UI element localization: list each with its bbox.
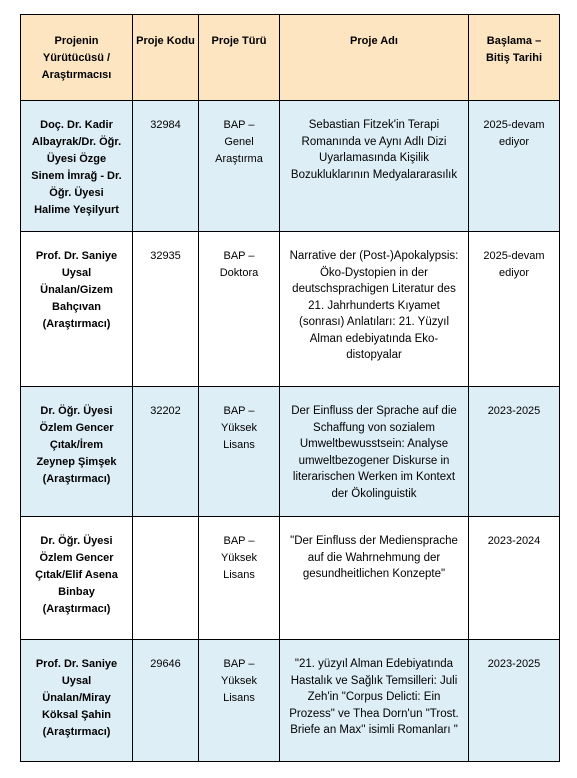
researcher-cell: Doç. Dr. Kadir Albayrak/Dr. Öğr. Üyesi Özge Sinem İmrağ - Dr. Öğr. Üyesi Halime Yeşilyurt — [21, 101, 133, 232]
dates-cell: 2023-2025 — [469, 387, 560, 517]
table-row — [21, 640, 560, 762]
header-row — [21, 15, 560, 101]
projects-table — [20, 14, 560, 762]
header-code: Proje Kodu — [133, 15, 199, 101]
header-researcher: Projenin Yürütücüsü / Araştırmacısı — [21, 15, 133, 101]
researcher-cell: Dr. Öğr. Üyesi Özlem Gencer Çıtak/İrem Zeynep Şimşek (Araştırmacı) — [21, 387, 133, 517]
header-title: Proje Adı — [280, 15, 469, 101]
type-cell: BAP – Genel Araştırma — [199, 101, 280, 232]
code-cell: 32984 — [133, 101, 199, 232]
code-cell — [133, 517, 199, 640]
title-cell: "21. yüzyıl Alman Edebiyatında Hastalık ve Sağlık Temsilleri: Juli Zeh'in "Corpus Delicti: Ein Prozess" ve Thea Dorn'un "Trost. Briefe an Max'' isimli Romanları " — [280, 640, 469, 762]
table-row — [21, 232, 560, 387]
researcher-cell: Prof. Dr. Saniye Uysal Ünalan/Gizem Bahçıvan (Araştırmacı) — [21, 232, 133, 387]
dates-cell: 2025-devam ediyor — [469, 232, 560, 387]
code-cell: 32935 — [133, 232, 199, 387]
table-row — [21, 517, 560, 640]
type-cell: BAP – Yüksek Lisans — [199, 517, 280, 640]
header-type: Proje Türü — [199, 15, 280, 101]
code-cell: 29646 — [133, 640, 199, 762]
researcher-cell: Dr. Öğr. Üyesi Özlem Gencer Çıtak/Elif Asena Binbay (Araştırmacı) — [21, 517, 133, 640]
type-cell: BAP – Doktora — [199, 232, 280, 387]
dates-cell: 2025-devam ediyor — [469, 101, 560, 232]
code-cell: 32202 — [133, 387, 199, 517]
table-row — [21, 387, 560, 517]
type-cell: BAP – Yüksek Lisans — [199, 387, 280, 517]
dates-cell: 2023-2025 — [469, 640, 560, 762]
dates-cell: 2023-2024 — [469, 517, 560, 640]
title-cell: Sebastian Fitzek'in Terapi Romanında ve Aynı Adlı Dizi Uyarlamasında Kişilik Bozukluklarının Medyalararasılık — [280, 101, 469, 232]
table-row — [21, 101, 560, 232]
header-dates: Başlama – Bitiş Tarihi — [469, 15, 560, 101]
type-cell: BAP – Yüksek Lisans — [199, 640, 280, 762]
title-cell: Narrative der (Post-)Apokalypsis: Öko-Dystopien in der deutschsprachigen Literatur des 21. Jahrhunderts Kıyamet (sonrası) Anlatıları: 21. Yüzyıl Alman edebiyatında Eko-distopyalar — [280, 232, 469, 387]
researcher-cell: Prof. Dr. Saniye Uysal Ünalan/Miray Köksal Şahin (Araştırmacı) — [21, 640, 133, 762]
title-cell: "Der Einfluss der Mediensprache auf die Wahrnehmung der gesundheitlichen Konzepte" — [280, 517, 469, 640]
title-cell: Der Einfluss der Sprache auf die Schaffung von sozialem Umweltbewusstsein: Analyse umweltbezogener Diskurse in literarischen Werken im Kontext der Ökolinguistik — [280, 387, 469, 517]
